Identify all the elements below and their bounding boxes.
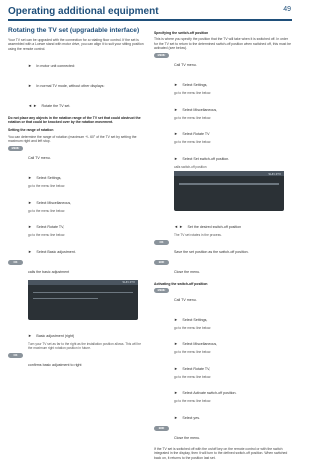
- left-right-arrows-icon: ◄ ►: [28, 102, 38, 108]
- arrow-icon: ►: [28, 82, 32, 88]
- subheading-switch-off: Specifying the switch-off position: [154, 31, 209, 35]
- r-step-call-menu: MENU Call TV menu.: [154, 53, 292, 71]
- warning-text: Do not place any objects in the rotation range of the TV set that could obstruct the rotation or that could be knocked over by the rotation movement.: [8, 115, 141, 125]
- arrow-icon: ►: [28, 199, 32, 205]
- left-right-arrows-icon: ◄ ►: [174, 224, 184, 230]
- switch-off-intro: This is where you specify the position that the TV will take when it is switched off. In order for the TV set to return to the determined switch-off position when switched off, this must be activated (see below).: [154, 37, 292, 50]
- step-rotate: ◄ ► Rotate the TV set.: [28, 102, 71, 108]
- right-arrow-icon: ►: [28, 332, 32, 338]
- arrow-icon: ►: [174, 155, 178, 161]
- arrow-icon: ►: [174, 82, 178, 88]
- page-header: [0, 0, 300, 22]
- intro-text: Your TV set can be upgraded with the connection for a rotating floor control. If the set is assembled with a Loewe stand with motor drive, you can align it to suit your sitting position using the remote control.: [8, 38, 144, 51]
- r-step-close: END Close the menu.: [154, 260, 292, 278]
- menu-key-icon: MENU: [154, 288, 169, 293]
- a-step-yes: ► Select yes.: [174, 414, 200, 420]
- header-rule: [8, 19, 292, 21]
- arrow-icon: ►: [28, 175, 32, 181]
- step-motor-unit: ► In motor unit connected:: [28, 62, 75, 68]
- arrow-icon: ►: [174, 106, 178, 112]
- arrow-icon: ►: [28, 248, 32, 254]
- end-key-icon: END: [154, 260, 169, 265]
- r-step-settings: ► Select Settings, go to the menu line below.: [174, 82, 212, 96]
- setting-text: You can determine the range of rotation (maximum +/- 60° of the TV set by setting the maximum right and left stop.: [8, 134, 137, 144]
- arrow-icon: ►: [28, 224, 32, 230]
- page-number: 49: [283, 6, 291, 13]
- ok-key-icon: OK: [8, 260, 23, 265]
- r-step-misc: ► Select Miscellaneous, go to the menu line below.: [174, 106, 218, 120]
- step-right-position: ► Basic adjustment (right) Turn your TV set as far to the right as the installation position allows. This will be the maximum right rotation position in future.: [28, 332, 141, 351]
- arrow-icon: ►: [174, 131, 178, 137]
- menu-key-icon: MENU: [8, 146, 23, 151]
- subheading-activating: Activating the switch-off position: [154, 281, 208, 286]
- r-step-switchoff: ► Select Set switch-off position. calls switch-off position: [174, 155, 230, 169]
- a-step-activate: ► Select Activate switch-off position. go to the menu line below.: [174, 390, 237, 404]
- section-heading-rotating: Rotating the TV set (upgradable interface): [8, 27, 140, 34]
- note-text: If the TV set is switched off with the on/off key on the remote control or with the switch integrated in the display, then it will turn to the defined switch-off position. When switched back on, it returns to the position last set.: [154, 446, 288, 460]
- osd-screen-switchoff: [174, 171, 284, 211]
- step-rotate-tv: ► Select Rotate TV, go to the menu line below.: [28, 224, 66, 238]
- a-step-settings: ► Select Settings, go to the menu line below.: [174, 316, 212, 330]
- step-ok: OK calls the basic adjustment: [8, 260, 146, 278]
- arrow-icon: ►: [174, 341, 178, 347]
- osd-label: SUN 4TV: [122, 280, 135, 285]
- step-call-menu: MENU Call TV menu.: [8, 146, 146, 164]
- arrow-icon: ►: [174, 365, 178, 371]
- osd-label: SUN 4TV: [268, 171, 281, 176]
- step-settings: ► Select Settings, go to the menu line below.: [28, 175, 66, 189]
- a-step-rotate: ► Select Rotate TV, go to the menu line below.: [174, 365, 212, 379]
- step-ok-right: OK confirms basic adjustment to right: [8, 353, 146, 371]
- arrow-icon: ►: [174, 390, 178, 396]
- a-step-close: END Close the menu.: [154, 426, 292, 444]
- r-step-rotate: ► Select Rotate TV go to the menu line below.: [174, 131, 212, 145]
- arrow-icon: ►: [28, 62, 32, 68]
- a-step-call: MENU Call TV menu.: [154, 288, 292, 306]
- step-misc: ► Select Miscellaneous, go to the menu line below.: [28, 199, 72, 213]
- menu-key-icon: MENU: [154, 53, 169, 58]
- r-step-save: OK Save the set position as the switch-off position.: [154, 240, 292, 258]
- step-basic-adjustment: ► Select Basic adjustment.: [28, 248, 76, 254]
- end-key-icon: END: [154, 426, 169, 431]
- arrow-icon: ►: [174, 316, 178, 322]
- right-column: [154, 27, 292, 460]
- ok-key-icon: OK: [8, 353, 23, 358]
- left-column: [8, 27, 146, 373]
- arrow-icon: ►: [174, 414, 178, 420]
- ok-key-icon: OK: [154, 240, 169, 245]
- a-step-misc: ► Select Miscellaneous, go to the menu line below.: [174, 341, 218, 355]
- page-title: Operating additional equipment: [8, 6, 159, 17]
- r-step-set-desired: ◄ ► Set the desired switch-off position The TV set rotates in the process.: [174, 224, 242, 238]
- subheading-setting-range: Setting the range of rotation: [8, 128, 54, 133]
- step-normal-mode: ► In normal TV mode, without other displays:: [28, 82, 105, 88]
